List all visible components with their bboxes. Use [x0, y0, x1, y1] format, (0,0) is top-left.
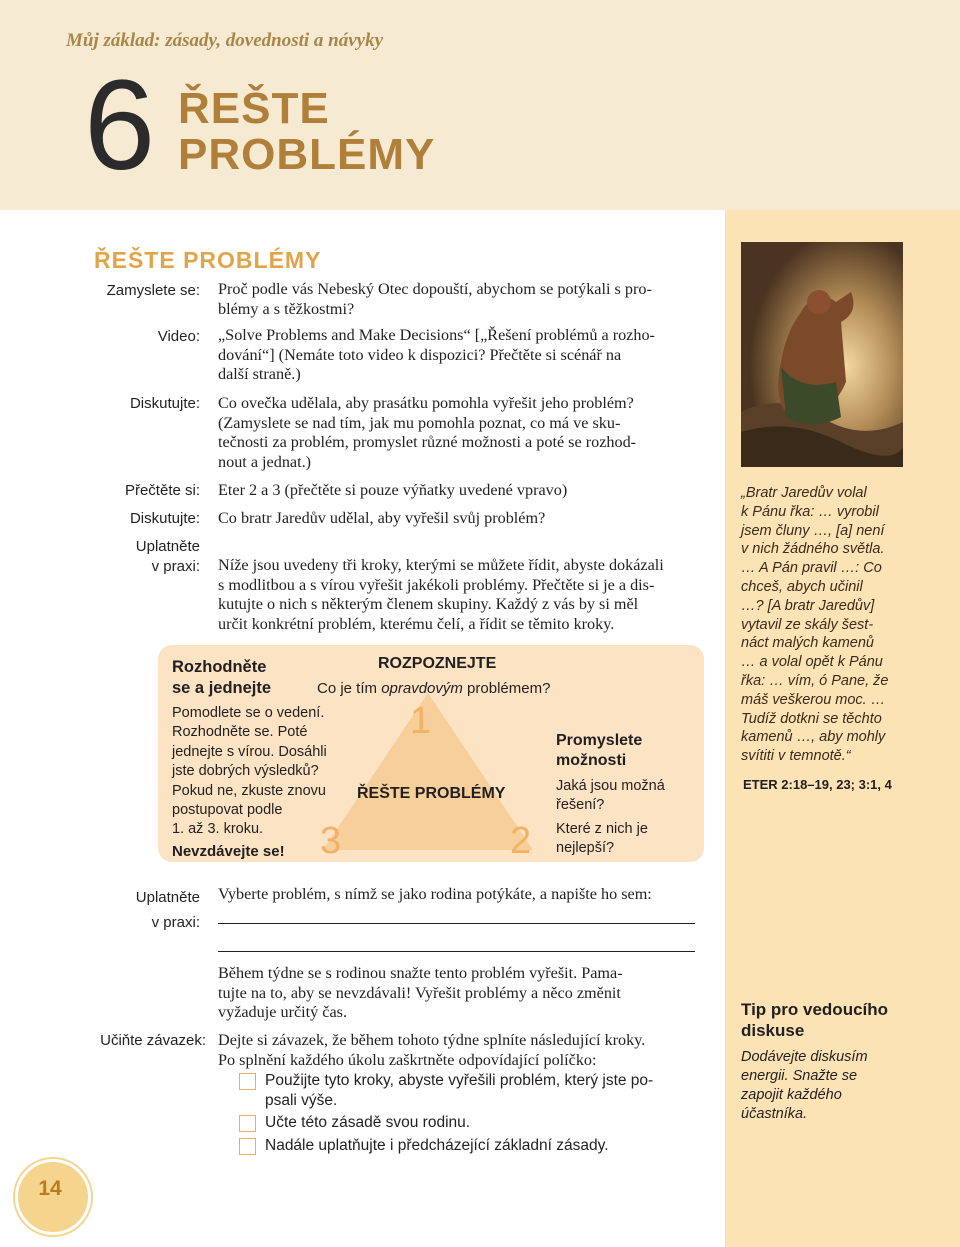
text-line: Po splnění každého úkolu zaškrtněte odpovídající políčko:: [218, 1050, 597, 1069]
quote-line: …? [A bratr Jaredův]: [741, 597, 875, 614]
step2-title: [556, 731, 642, 771]
chapter-title: [178, 86, 435, 178]
label-line: v praxi:: [151, 558, 200, 575]
text-line: vyžaduje určitý čas.: [218, 1003, 347, 1021]
quote-line: vytavil ze skály šest-: [741, 616, 874, 633]
row-text-discuss: [218, 394, 713, 472]
text-line: Pokud ne, zkuste znovu: [172, 782, 326, 799]
text-line: Použijte tyto kroky, abyste vyřešili problém, který jste po-: [265, 1072, 654, 1089]
quote-line: Tudíž dotkni se těchto: [741, 710, 882, 727]
section-title: ŘEŠTE PROBLÉMY: [94, 247, 322, 273]
tip-title-line: diskuse: [741, 1021, 805, 1040]
step3-text: [172, 704, 327, 840]
text-line: tujte na to, aby se nevzdávali! Vyřešit problémy a něco změnit: [218, 983, 621, 1002]
commitment-item-1: [265, 1071, 705, 1110]
text-line: Pomodlete se o vedení.: [172, 705, 325, 721]
diagram-center-label: ŘEŠTE PROBLÉMY: [357, 785, 506, 802]
text-line: Níže jsou uvedeny tři kroky, kterými se můžete řídit, abyste dokázali: [218, 556, 664, 574]
label-line: Video:: [157, 328, 200, 345]
text-line: psali výše.: [265, 1091, 338, 1109]
commitment-checkbox-3[interactable]: [239, 1138, 256, 1155]
quote-line: řka: … vím, ó Pane, že: [741, 672, 889, 689]
text-line: Nadále uplatňujte i předcházející základní zásady.: [265, 1137, 609, 1154]
answer-line-2[interactable]: [218, 951, 695, 952]
row-label-apply: [92, 537, 200, 577]
text-line: Dejte si závazek, že během tohoto týdne splníte následující kroky.: [218, 1031, 646, 1049]
step1-text-part: problémem?: [462, 680, 551, 697]
text-line: nejlepší?: [556, 840, 615, 857]
step2-question-1: [556, 777, 665, 816]
step1-text: [317, 679, 550, 698]
row-text-apply: [218, 556, 713, 634]
commitment-item-3: [265, 1136, 705, 1156]
text-line: „Solve Problems and Make Decisions“ [„Řešení problémů a rozho-: [218, 326, 655, 344]
step1-text-emphasis: opravdovým: [381, 680, 463, 697]
label-line: Diskutujte:: [129, 510, 200, 527]
tip-line: účastníka.: [741, 1106, 808, 1122]
row-label-video: [92, 327, 200, 347]
text-line: tečnosti za problém, promyslet různé možnosti a poté se rozhod-: [218, 433, 637, 451]
text-line: určit konkrétní problém, kterému čelí, a řídit se těmito kroky.: [218, 614, 615, 633]
text-line: Učte této zásadě svou rodinu.: [265, 1114, 471, 1131]
quote-line: náct malých kamenů: [741, 635, 874, 652]
step2-title-line: možnosti: [556, 752, 627, 769]
text-line: Eter 2 a 3 (přečtěte si pouze výňatky uvedené vpravo): [218, 481, 568, 499]
answer-line-1[interactable]: [218, 923, 695, 924]
leader-tip-body: [741, 1048, 901, 1124]
quote-line: v nich žádného světla.: [741, 541, 885, 558]
text-line: (Zamyslete se nad tím, jak mu pomohla poznat, co má ve sku-: [218, 413, 621, 432]
commitment-checkbox-1[interactable]: [239, 1073, 256, 1090]
label-line: Uplatněte: [135, 889, 200, 906]
step3-title-line: Rozhodněte: [172, 658, 267, 676]
text-line: blémy a s těžkostmi?: [218, 299, 355, 318]
tip-line: energii. Snažte se: [741, 1068, 858, 1084]
text-line: Co ovečka udělala, aby prasátku pomohla vyřešit jeho problém?: [218, 394, 634, 412]
row-text-reflect: [218, 280, 713, 319]
text-line: Během týdne se s rodinou snažte tento problém vyřešit. Pama-: [218, 964, 623, 982]
row-label-discuss: [92, 394, 200, 414]
text-line: Jaká jsou možná: [556, 778, 665, 794]
text-line: jste dobrých výsledků?: [172, 763, 319, 780]
row-text-read: [218, 481, 713, 501]
text-line: postupovat podle: [172, 802, 283, 819]
quote-line: svítiti v temnotě.“: [741, 748, 851, 765]
page-number: 14: [38, 1177, 62, 1200]
text-line: dování“] (Nemáte toto video k dispozici? Přečtěte si scénář na: [218, 345, 622, 364]
quote-line: jsem čluny …, [a] není: [741, 522, 885, 539]
step1-text-part: Co je tím: [317, 680, 382, 697]
label-line: Přečtěte si:: [124, 482, 200, 499]
step-number-1: 1: [410, 700, 432, 742]
leader-tip-title: [741, 999, 901, 1041]
scripture-quote: [737, 484, 909, 766]
text-line: nout a jednat.): [218, 452, 312, 471]
tip-title-line: Tip pro vedoucího: [741, 1000, 889, 1019]
step-number-3: 3: [320, 820, 342, 862]
text-line: jednejte s vírou. Dosáhli: [172, 743, 327, 760]
quote-line: … A Pán pravil …: Co: [741, 560, 882, 577]
text-line: kutujte o nich s některým členem skupiny. Každý z vás by si měl: [218, 595, 639, 613]
quote-line: … a volal opět k Pánu: [741, 654, 883, 671]
text-line: další straně.): [218, 365, 301, 383]
row-text-discuss-2: [218, 509, 713, 529]
tip-line: Dodávejte diskusím: [741, 1049, 868, 1065]
scripture-reference: ETER 2:18–19, 23; 3:1, 4: [743, 777, 892, 792]
step3-title-line: se a jednejte: [172, 679, 272, 697]
label-line: Diskutujte:: [129, 395, 200, 412]
label-line: Zamyslete se:: [106, 282, 200, 299]
step2-question-2: [556, 820, 648, 859]
practice-followup: [218, 964, 713, 1023]
brother-of-jared-painting: [741, 242, 903, 467]
text-line: 1. až 3. kroku.: [172, 821, 264, 838]
text-line: s modlitbou a s vírou vyřešit jakékoli problémy. Přečtěte si je a dis-: [218, 575, 655, 594]
quote-line: k Pánu řka: … vyrobil: [741, 503, 879, 520]
commitment-label: Učiňte závazek:: [100, 1032, 206, 1049]
text-line: Co bratr Jaredův udělal, aby vyřešil svůj problém?: [218, 509, 546, 527]
practice-label: [92, 885, 200, 935]
text-line: Které z nich je: [556, 821, 648, 837]
quote-line: „Bratr Jaredův volal: [741, 485, 867, 501]
step3-closing: Nevzdávejte se!: [172, 843, 285, 860]
row-text-video: [218, 326, 713, 385]
text-line: Proč podle vás Nebeský Otec dopouští, abychom se potýkali s pro-: [218, 280, 652, 298]
row-label-read: [92, 481, 200, 501]
text-line: řešení?: [556, 797, 605, 814]
label-line: v praxi:: [151, 914, 200, 931]
chapter-title-line: PROBLÉMY: [178, 130, 436, 179]
row-label-reflect: [92, 281, 200, 301]
commitment-intro: [218, 1031, 738, 1070]
text-line: Rozhodněte se. Poté: [172, 724, 308, 741]
quote-line: kamenů …, aby mohly: [741, 729, 886, 746]
quote-line: máš veškerou moc. …: [741, 691, 886, 708]
chapter-title-line: ŘEŠTE: [178, 84, 330, 133]
running-head: Můj základ: zásady, dovednosti a návyky: [66, 30, 384, 51]
commitment-item-2: [265, 1113, 705, 1133]
practice-prompt: Vyberte problém, s nímž se jako rodina potýkáte, a napište ho sem:: [218, 885, 652, 903]
step-number-2: 2: [510, 820, 532, 862]
commitment-checkbox-2[interactable]: [239, 1115, 256, 1132]
chapter-number: 6: [84, 54, 152, 197]
quote-line: chceš, abych učinil: [741, 578, 863, 595]
step3-title: [172, 657, 271, 699]
step1-title: ROZPOZNEJTE: [378, 655, 497, 672]
label-line: Uplatněte: [135, 538, 200, 555]
painting-graphic: [741, 242, 903, 467]
row-label-discuss-2: [92, 509, 200, 529]
step2-title-line: Promyslete: [556, 732, 643, 749]
tip-line: zapojit každého: [741, 1087, 842, 1103]
